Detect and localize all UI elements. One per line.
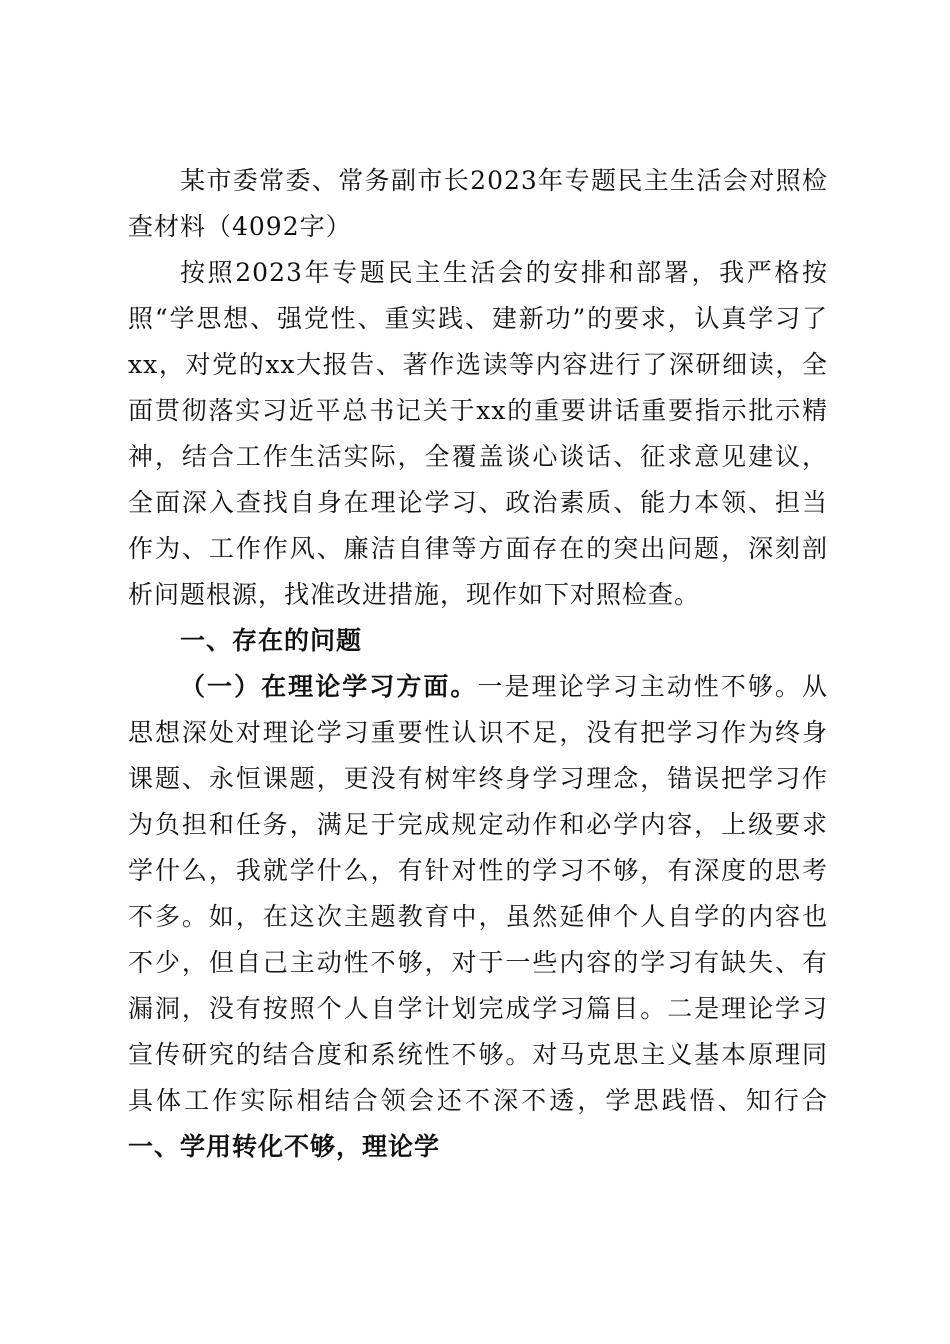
intro-paragraph: 按照2023年专题民主生活会的安排和部署，我严格按照“学思想、强党性、重实践、建新功”的要求，认真学习了xx，对党的xx大报告、著作选读等内容进行了深研细读，全面贯彻落实习近平总书记关于xx的重要讲话重要指示批示精神，结合工作生活实际，全覆盖谈心谈话、征求意见建议，全面深入查找自身在理论学习、政治素质、能力本领、担当作为、工作作风、廉洁自律等方面存在的突出问题，深刻剖析问题根源，找准改进措施，现作如下对照检查。 xyxy=(128,258,828,609)
body-paragraph xyxy=(128,664,828,1170)
body-text: 一是理论学习主动性不够。从思想深处对理论学习重要性认识不足，没有把学习作为终身课题、永恒课题，更没有树牢终身学习理念，错误把学习作为负担和任务，满足于完成规定动作和必学内容，上级要求学什么，我就学什么，有针对性的学习不够，有深度的思考不多。如，在这次主题教育中，虽然延伸个人自学的内容也不少，但自己主动性不够，对于一些内容的学习有缺失、有漏洞，没有按照个人自学计划完成学习篇目。二是理论学习宣传研究的结合度和系统性不够。对马克思主义基本原理同具体工作实际相结合领会还不深不透，学思践悟、知行合 xyxy=(128,672,828,1115)
document-title: 某市委常委、常务副市长2023年专题民主生活会对照检查材料（4092字） xyxy=(128,166,828,241)
body-tail-bold: 一、学用转化不够，理论学 xyxy=(128,1132,441,1161)
section-heading: 一、存在的问题 xyxy=(180,626,363,655)
sub-heading: （一）在理论学习方面。 xyxy=(180,672,478,701)
document-body xyxy=(128,158,828,1170)
